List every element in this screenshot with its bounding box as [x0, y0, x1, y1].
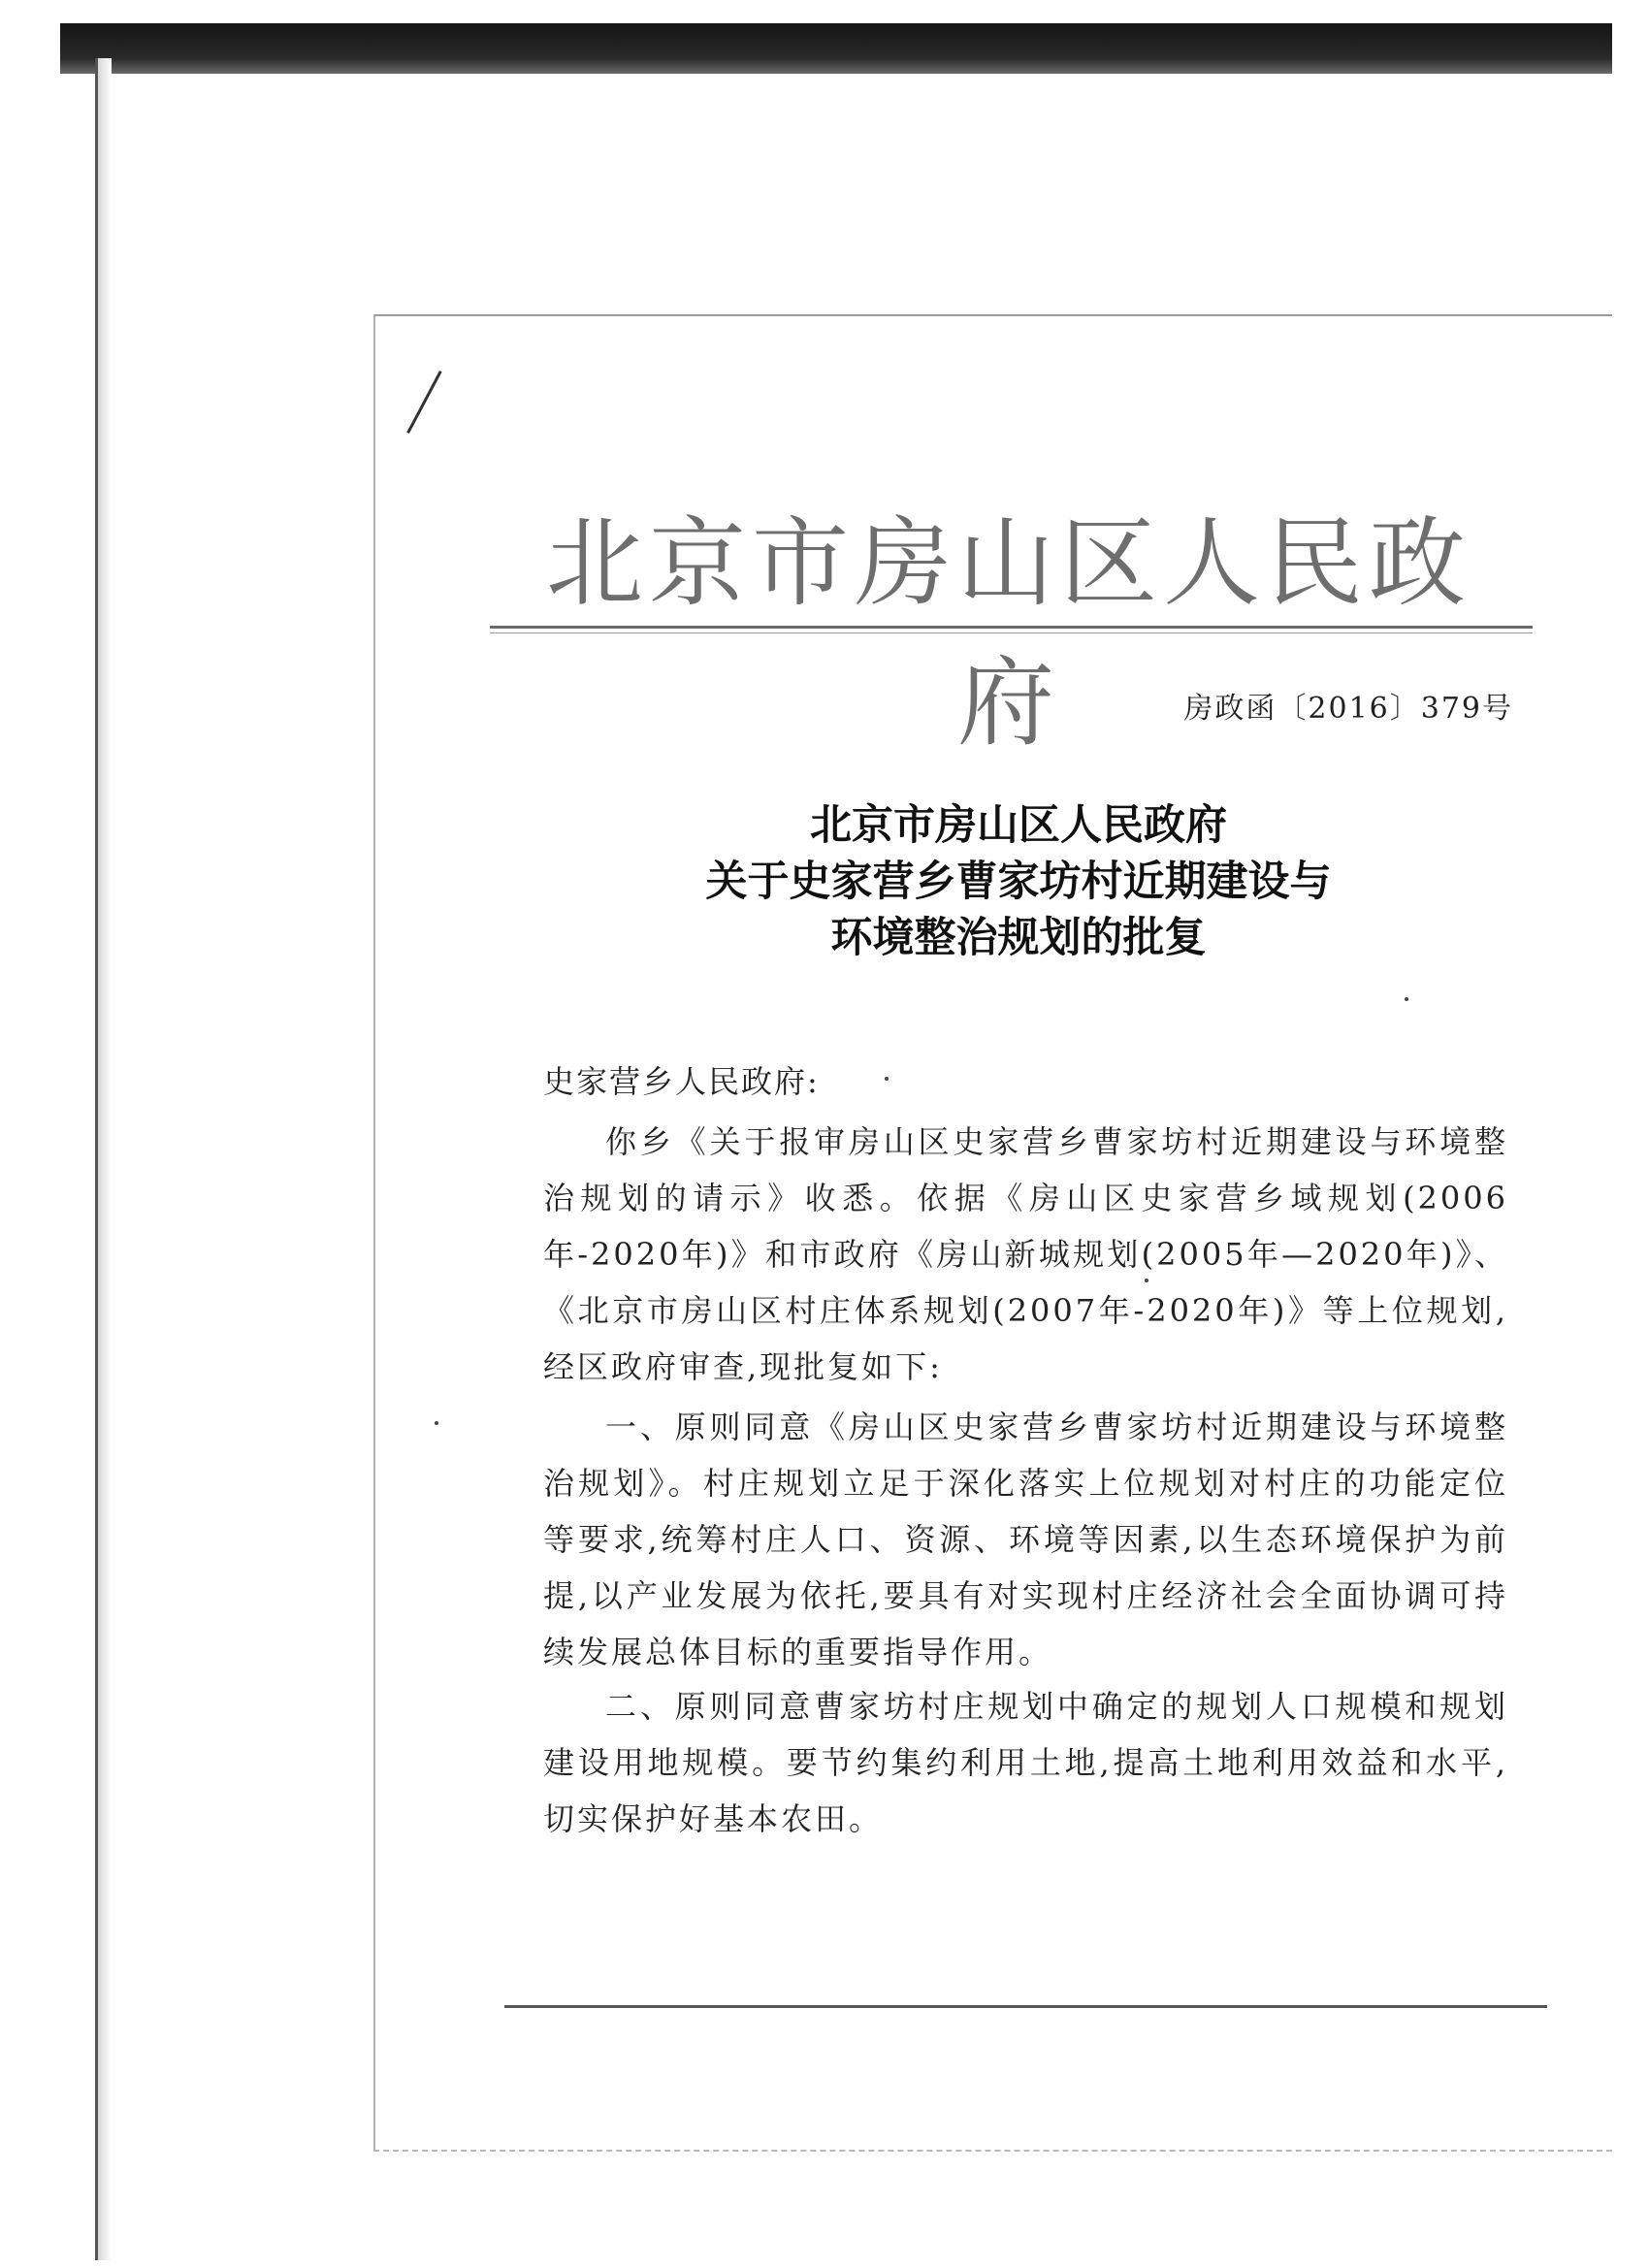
body-paragraph: 二、原则同意曹家坊村庄规划中确定的规划人口规模和规划建设用地规模。要节约集约利用土地,提高土地利用效益和水平,切实保护好基本农田。 [543, 1688, 1508, 1837]
letterhead-rule-thin [490, 632, 1533, 633]
body-paragraph: 你乡《关于报审房山区史家营乡曹家坊村近期建设与环境整治规划的请示》收悉。依据《房山区史家营乡域规划(2006年-2020年)》和市政府《房山新城规划(2005年—2020年)》、《北京市房山区村庄体系规划(2007年-2020年)》等上位规划,经区政府审查,现批复如下: [543, 1123, 1508, 1385]
letterhead-agency-name: 北京市房山区人民政府 [546, 506, 1471, 760]
addressee: 史家营乡人民政府: [543, 1063, 820, 1100]
title-line: 北京市房山区人民政府 [810, 801, 1227, 850]
scan-speck [1405, 997, 1408, 1001]
body-paragraph: 一、原则同意《房山区史家营乡曹家坊村近期建设与环境整治规划》。村庄规划立足于深化落实上位规划对村庄的功能定位等要求,统筹村庄人口、资源、环境等因素,以生态环境保护为前提,以产业发展为依托,要具有对实现村庄经济社会全面协调可持续发展总体目标的重要指导作用。 [543, 1409, 1508, 1670]
title-line: 环境整治规划的批复 [830, 914, 1207, 962]
document-number: 房政函〔2016〕379号 [1183, 692, 1513, 726]
scan-top-border [60, 23, 1612, 74]
scan-left-shadow [98, 58, 112, 2260]
scan-speck [885, 1077, 889, 1081]
bottom-rule [504, 2005, 1547, 2008]
letterhead-rule [490, 626, 1533, 629]
scan-speck [1145, 1279, 1148, 1282]
title-line: 关于史家营乡曹家坊村近期建设与 [705, 858, 1332, 906]
document-title [504, 797, 1533, 966]
scan-speck [435, 1421, 438, 1425]
